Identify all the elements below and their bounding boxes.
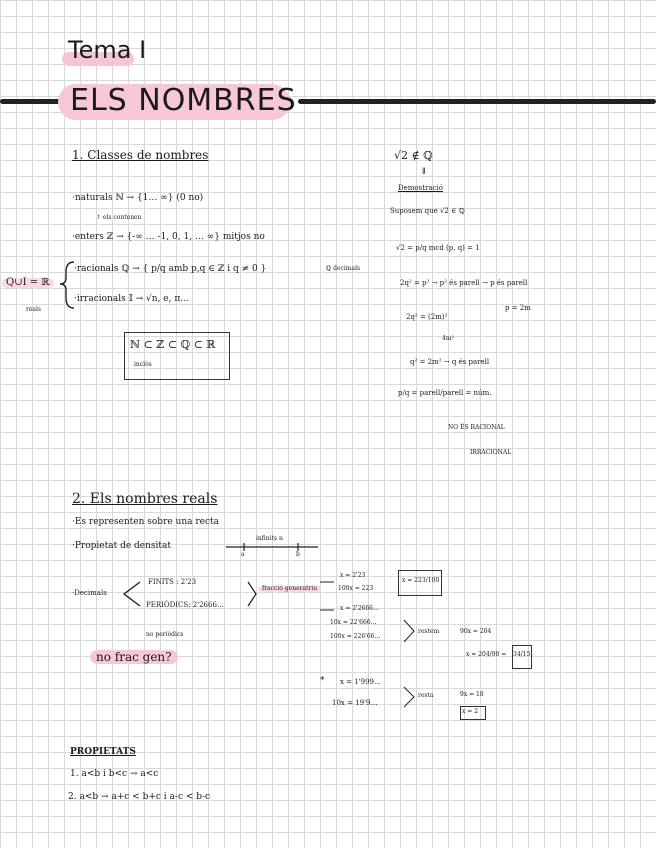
demo-step1: √2 = p/q mcd (p, q) = 1 <box>396 244 480 252</box>
prop-1: 1. a<b i b<c → a<c <box>70 769 159 779</box>
periodic-step1: x = 2'2666… <box>340 605 379 612</box>
demo-step7: NO ÉS RACIONAL <box>448 424 505 431</box>
special-result: x = 2 <box>462 708 479 715</box>
density-note: infinits n <box>256 535 283 542</box>
reals-sub: reals <box>26 306 41 313</box>
special-step2: 10x = 19'9… <box>332 699 378 707</box>
contained-note: ↑ els contenen <box>96 214 142 221</box>
no-periodics: no periòdics <box>146 631 184 638</box>
decimals-label: ·Decimals <box>72 589 107 597</box>
demo-statement: √2 ∉ ℚ <box>394 149 433 162</box>
periodic-step5: x = 204/90 = <box>466 651 507 658</box>
inclusion-chain: ℕ ⊂ ℤ ⊂ ℚ ⊂ ℝ <box>130 338 216 351</box>
props-heading: PROPIETATS <box>70 747 136 757</box>
inclusion-sub: inclòs <box>134 361 152 368</box>
demo-step3: 2q² = (2m)² <box>406 313 448 321</box>
finit-step2: 100x = 223 <box>338 585 374 592</box>
density-b: b <box>296 551 300 558</box>
demo-step3-note: p = 2m <box>505 304 531 312</box>
special-step1: x = 1'999… <box>340 678 382 686</box>
irracionals-line: ·irracionals 𝕀 → √n, e, π… <box>74 294 190 304</box>
demo-heading: Demostració <box>398 184 443 192</box>
reals-label: Q∪I = ℝ <box>2 278 54 288</box>
resta-label: resta <box>418 692 434 699</box>
demo-step2: 2q² = p² → p² és parell → p és parell <box>400 279 528 287</box>
tema-label: Tema I <box>68 36 147 64</box>
fraccio-generatriu: fracció generatriu <box>258 586 321 592</box>
special-step3: 9x = 18 <box>460 691 484 698</box>
section2-line2: ·Propietat de densitat <box>72 541 171 551</box>
demo-step5: q² = 2m² → q és parell <box>410 358 490 366</box>
periodic-step2: 10x = 22'666… <box>330 619 377 626</box>
section2-line1: ·Es representen sobre una recta <box>72 517 220 527</box>
no-frac-gen: no frac gen? <box>90 650 178 664</box>
periodic-result: 34/15 <box>513 651 531 658</box>
decimals-note: ℚ decimals <box>326 265 361 272</box>
star-mark: * <box>320 676 325 686</box>
density-a: a <box>241 551 245 558</box>
periodics-line: PERIÒDICS: 2'2666… <box>146 601 224 609</box>
racionals-line: ·racionals ℚ → { p/q amb p,q ∈ ℤ i q ≠ 0 } <box>74 264 267 274</box>
finit-step1: x = 2'23 <box>340 572 366 579</box>
periodic-step4: 90x = 204 <box>460 628 492 635</box>
finits-line: FINITS : 2'23 <box>148 578 197 586</box>
demo-step8: IRRACIONAL <box>470 449 512 456</box>
restem-label: restem <box>418 628 440 635</box>
prop-2: 2. a<b → a+c < b+c i a-c < b-c <box>68 792 211 802</box>
demo-suppose: Suposem que √2 ∈ ℚ <box>390 207 465 215</box>
section1-heading: 1. Classes de nombres <box>72 148 209 162</box>
section2-heading: 2. Els nombres reals <box>72 491 218 507</box>
enters-line: ·enters ℤ → {-∞ … -1, 0, 1, … ∞} mitjos no <box>72 232 265 242</box>
demo-step6: p/q = parell/parell = núm. <box>398 389 492 397</box>
finit-result: x = 223/100 <box>402 577 440 584</box>
periodic-step3: 100x = 226'66… <box>330 633 381 640</box>
demo-step4: 4m² <box>442 335 454 342</box>
page-title: ELS NOMBRES <box>70 83 297 118</box>
demo-arrow: ⇓ <box>420 167 428 177</box>
naturals-line: ·naturals ℕ → {1… ∞} (0 no) <box>72 193 204 203</box>
